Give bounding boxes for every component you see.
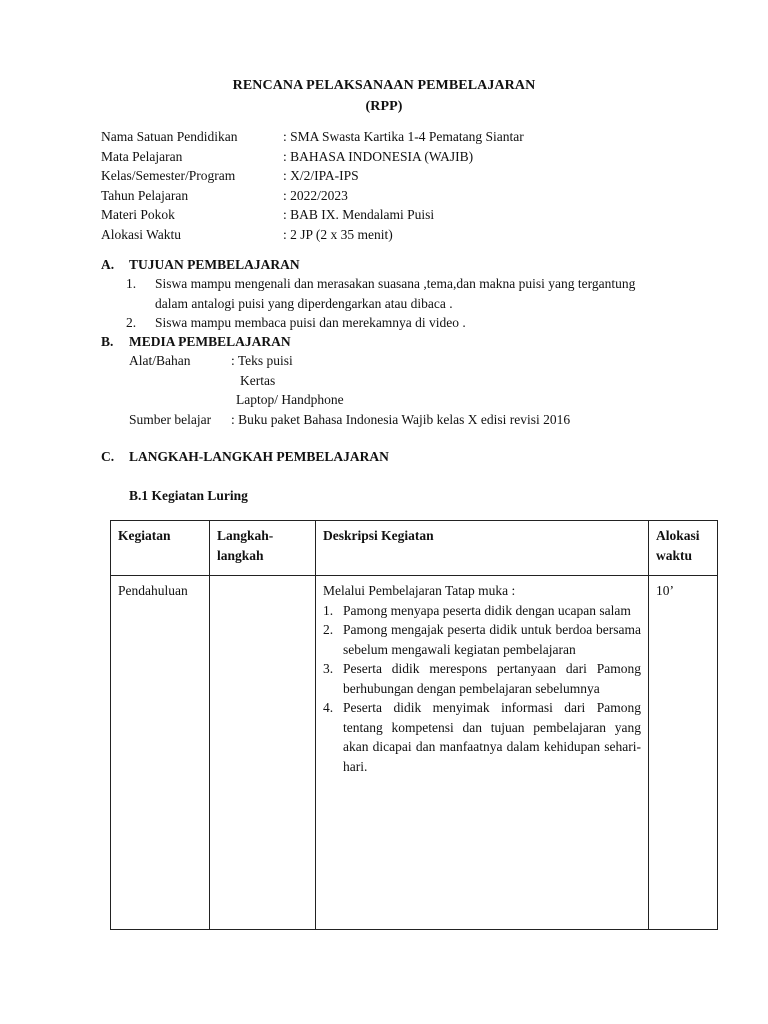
list-item (126, 313, 646, 333)
identity-row (101, 147, 524, 167)
section-a-letter: A. (101, 257, 115, 272)
list-item (323, 601, 641, 621)
identity-row (101, 127, 524, 147)
alat-label: Alat/Bahan (129, 353, 191, 368)
list-item-number: 1. (126, 276, 137, 291)
document-title: RENCANA PELAKSANAAN PEMBELAJARAN (232, 78, 536, 93)
identity-value: : BAHASA INDONESIA (WAJIB) (283, 148, 474, 164)
objectives-list (126, 274, 646, 333)
identity-label: Tahun Pelajaran (101, 187, 189, 203)
deskripsi-steps (323, 601, 641, 777)
step-number: 1. (323, 602, 334, 618)
section-c-letter: C. (101, 449, 115, 464)
list-item-text: Siswa mampu mengenali dan merasakan suasana ,tema,dan makna puisi yang tergantung dalam antalogi puisi yang diperdengarkan atau dibaca . (155, 276, 636, 311)
identity-label: Alokasi Waktu (101, 226, 182, 242)
step-number: 3. (323, 661, 334, 676)
list-item-text: Siswa mampu membaca puisi dan merekamnya di video . (155, 315, 466, 330)
identity-value: : BAB IX. Mendalami Puisi (283, 207, 435, 222)
identity-value: : SMA Swasta Kartika 1-4 Pematang Siantar (283, 129, 524, 144)
alat-value: : Teks puisi (231, 353, 293, 368)
table-row (111, 576, 718, 930)
sumber-value: : Buku paket Bahasa Indonesia Wajib kelas X edisi revisi 2016 (231, 411, 571, 427)
section-a-heading (101, 255, 300, 275)
section-a-title: TUJUAN PEMBELAJARAN (129, 257, 300, 272)
section-b-title: MEDIA PEMBELAJARAN (129, 334, 291, 349)
activity-table (110, 520, 718, 930)
identity-label: Kelas/Semester/Program (101, 168, 236, 183)
document-subtitle: (RPP) (365, 99, 403, 114)
section-b-heading (101, 332, 291, 352)
section-c-heading (101, 447, 389, 467)
identity-row (101, 205, 524, 225)
identity-row (101, 186, 524, 206)
cell-alokasi: 10’ (649, 576, 718, 930)
column-header-deskripsi: Deskripsi Kegiatan (316, 521, 649, 576)
identity-row (101, 225, 524, 245)
section-c-title: LANGKAH-LANGKAH PEMBELAJARAN (129, 449, 389, 464)
list-item (323, 698, 641, 776)
alat-value: Kertas (240, 372, 276, 388)
section-b-letter: B. (101, 334, 114, 349)
table-header-row (111, 521, 718, 576)
column-header-langkah: Langkah-langkah (210, 521, 316, 576)
section-c-subheading: B.1 Kegiatan Luring (129, 488, 248, 503)
column-header-kegiatan: Kegiatan (111, 521, 210, 576)
alat-value: Laptop/ Handphone (236, 392, 344, 407)
identity-label: Materi Pokok (101, 207, 175, 222)
identity-label: Mata Pelajaran (101, 148, 183, 164)
cell-langkah (210, 576, 316, 930)
step-text: Peserta didik merespons pertanyaan dari Pamong berhubungan dengan pembelajaran sebelumnya (343, 661, 641, 696)
list-item (323, 620, 641, 659)
list-item (323, 659, 641, 698)
identity-block (101, 127, 524, 244)
identity-row (101, 166, 524, 186)
step-number: 4. (323, 700, 334, 715)
step-number: 2. (323, 622, 334, 637)
list-item (126, 274, 646, 313)
identity-value: : X/2/IPA-IPS (283, 168, 359, 183)
list-item-number: 2. (126, 315, 137, 330)
step-text: Peserta didik menyimak informasi dari Pamong tentang kompetensi dan tujuan pembelajaran yang akan dicapai dan manfaatnya dalam kehidupan sehari-hari. (343, 700, 641, 774)
step-text: Pamong menyapa peserta didik dengan ucapan salam (343, 602, 631, 618)
identity-value: : 2 JP (2 x 35 menit) (283, 226, 393, 242)
cell-deskripsi (316, 576, 649, 930)
sumber-label: Sumber belajar (129, 411, 212, 427)
deskripsi-intro: Melalui Pembelajaran Tatap muka : (323, 583, 516, 598)
cell-kegiatan: Pendahuluan (111, 576, 210, 930)
identity-label: Nama Satuan Pendidikan (101, 129, 238, 144)
column-header-alokasi: Alokasi waktu (649, 521, 718, 576)
step-text: Pamong mengajak peserta didik untuk berdoa bersama sebelum mengawali kegiatan pembelajaran (343, 622, 641, 657)
identity-value: : 2022/2023 (283, 187, 348, 203)
